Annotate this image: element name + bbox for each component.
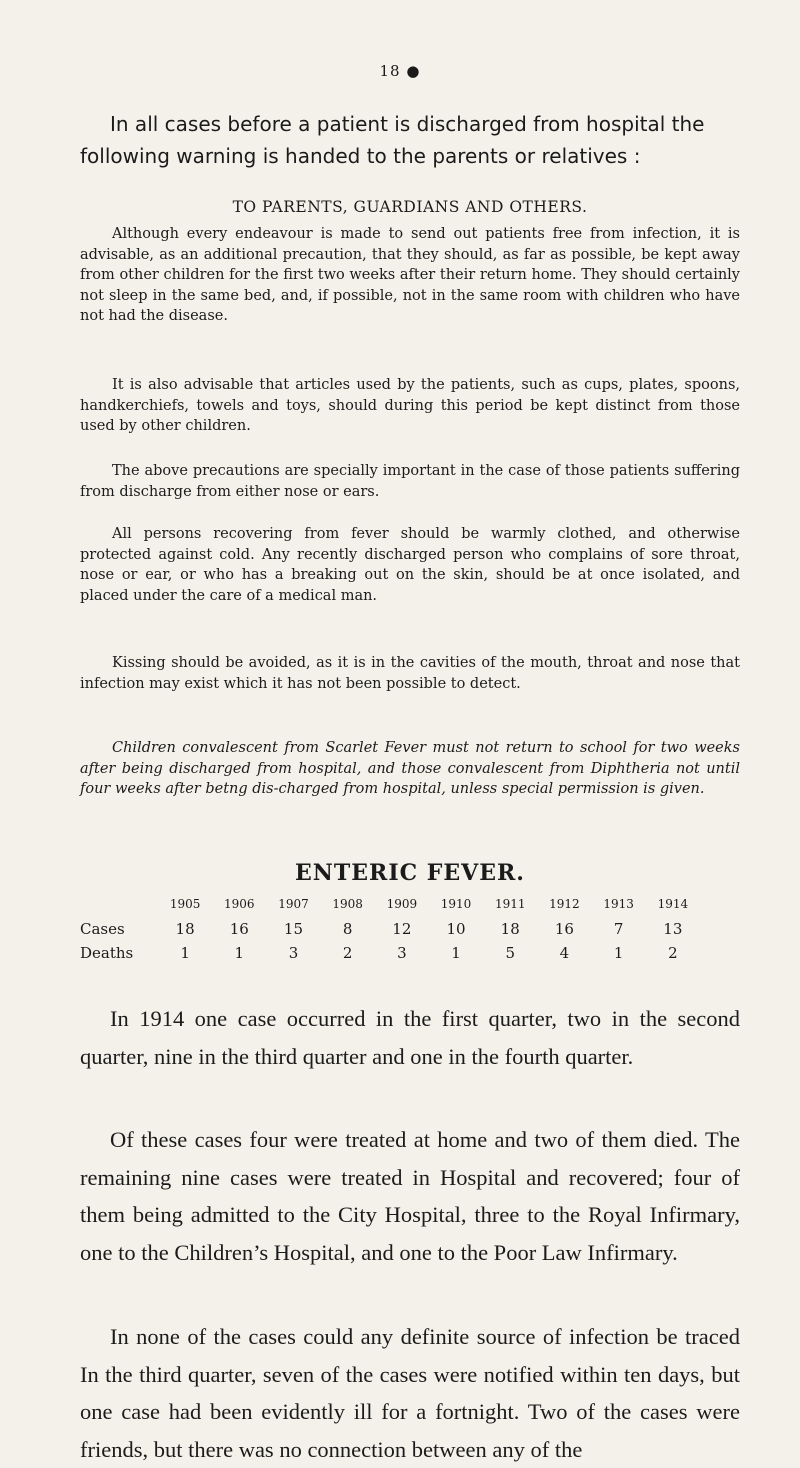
table-cell: 13 bbox=[663, 920, 683, 938]
table-cell: 1 bbox=[613, 944, 624, 962]
table-cell: 1 bbox=[234, 944, 245, 962]
notice-paragraph-2: It is also advisable that articles used by the patients, such as cups, plates, spoons, handkerchiefs, towels and toys, should during this period be kept distinct from those used by other children. bbox=[80, 377, 740, 434]
body-paragraph-1: In 1914 one case occurred in the first quarter, two in the second quarter, nine in the third quarter and one in the fourth quarter. bbox=[80, 1006, 740, 1069]
enteric-fever-heading: ENTERIC FEVER. bbox=[295, 860, 525, 886]
table-cell: 3 bbox=[288, 944, 299, 962]
table-cell: 2 bbox=[668, 944, 678, 962]
table-cell: 16 bbox=[554, 920, 574, 938]
table-cell: 1 bbox=[451, 944, 461, 962]
table-cell: 1 bbox=[180, 944, 190, 962]
table-cell: 5 bbox=[505, 944, 515, 962]
table-cell: 8 bbox=[342, 920, 353, 938]
year-header: 1910 bbox=[440, 897, 472, 911]
table-cell: 3 bbox=[397, 944, 407, 962]
table-cell: 18 bbox=[175, 920, 195, 938]
table-row-cases bbox=[80, 917, 700, 941]
notice-paragraph-3: The above precautions are specially important in the case of those patients suffering from discharge from either nose or ears. bbox=[80, 463, 740, 500]
row-label: Deaths bbox=[80, 944, 134, 962]
enteric-fever-table bbox=[80, 895, 700, 965]
row-label: Cases bbox=[80, 920, 125, 938]
table-cell: 12 bbox=[392, 920, 412, 938]
year-header: 1907 bbox=[278, 897, 309, 911]
year-header: 1911 bbox=[494, 897, 526, 911]
table-cell: 16 bbox=[229, 920, 249, 938]
body-paragraph-2: Of these cases four were treated at home and two of them died. The remaining nine cases were treated in Hospital and recovered; four of them being admitted to the City Hospital, three to the Royal Infirmary, one to the Children’s Hospital, and one to the Poor Law Infirmary. bbox=[80, 1127, 740, 1265]
table-cell: 2 bbox=[342, 944, 353, 962]
year-header: 1914 bbox=[657, 897, 689, 911]
body-paragraph-3: In none of the cases could any definite source of infection be traced In the third quarter, seven of the cases were notified within ten days, but one case had been evidently ill for a fortnight. Two of the cases were friends, but there was no connection between any of the bbox=[80, 1324, 740, 1462]
table-cell: 7 bbox=[613, 920, 624, 938]
table-cell: 10 bbox=[446, 920, 466, 938]
year-header: 1905 bbox=[169, 897, 201, 911]
table-row-deaths bbox=[80, 941, 700, 965]
notice-paragraph-1: Although every endeavour is made to send out patients free from infection, it is advisable, as an additional precaution, that they should, as far as possible, be kept away from other children for the first two weeks after their return home. They should certainly not sleep in the same bed, and, if possible, not in the same room with children who have not had the disease. bbox=[80, 226, 740, 324]
page-number: 18 ● bbox=[379, 62, 421, 80]
table-corner-cell bbox=[80, 895, 158, 917]
notice-paragraph-4: All persons recovering from fever should be warmly clothed, and otherwise protected against cold. Any recently discharged person who complains of sore throat, nose or ear, or who has a breaking out on the skin, should be at once isolated, and placed under the care of a medical man. bbox=[80, 526, 740, 604]
table-cell: 4 bbox=[559, 944, 570, 962]
year-header: 1912 bbox=[549, 897, 580, 911]
table-header-row bbox=[80, 895, 700, 917]
year-header: 1913 bbox=[603, 897, 634, 911]
year-header: 1909 bbox=[386, 897, 418, 911]
notice-paragraph-5: Kissing should be avoided, as it is in the cavities of the mouth, throat and nose that infection may exist which it has not been possible to detect. bbox=[80, 655, 740, 692]
notice-heading: TO PARENTS, GUARDIANS AND OTHERS. bbox=[232, 198, 588, 216]
notice-paragraph-6: Children convalescent from Scarlet Fever must not return to school for two weeks after being discharged from hospital, and those convalescent from Diphtheria not until four weeks after betng dis-charged from hospital, unless special permission is given. bbox=[80, 740, 740, 797]
intro-paragraph: In all cases before a patient is discharged from hospital the following warning is handed to the parents or relatives : bbox=[80, 112, 705, 168]
year-header: 1906 bbox=[224, 897, 255, 911]
year-header: 1908 bbox=[332, 897, 363, 911]
table-cell: 18 bbox=[500, 920, 520, 938]
table-cell: 15 bbox=[283, 920, 304, 938]
